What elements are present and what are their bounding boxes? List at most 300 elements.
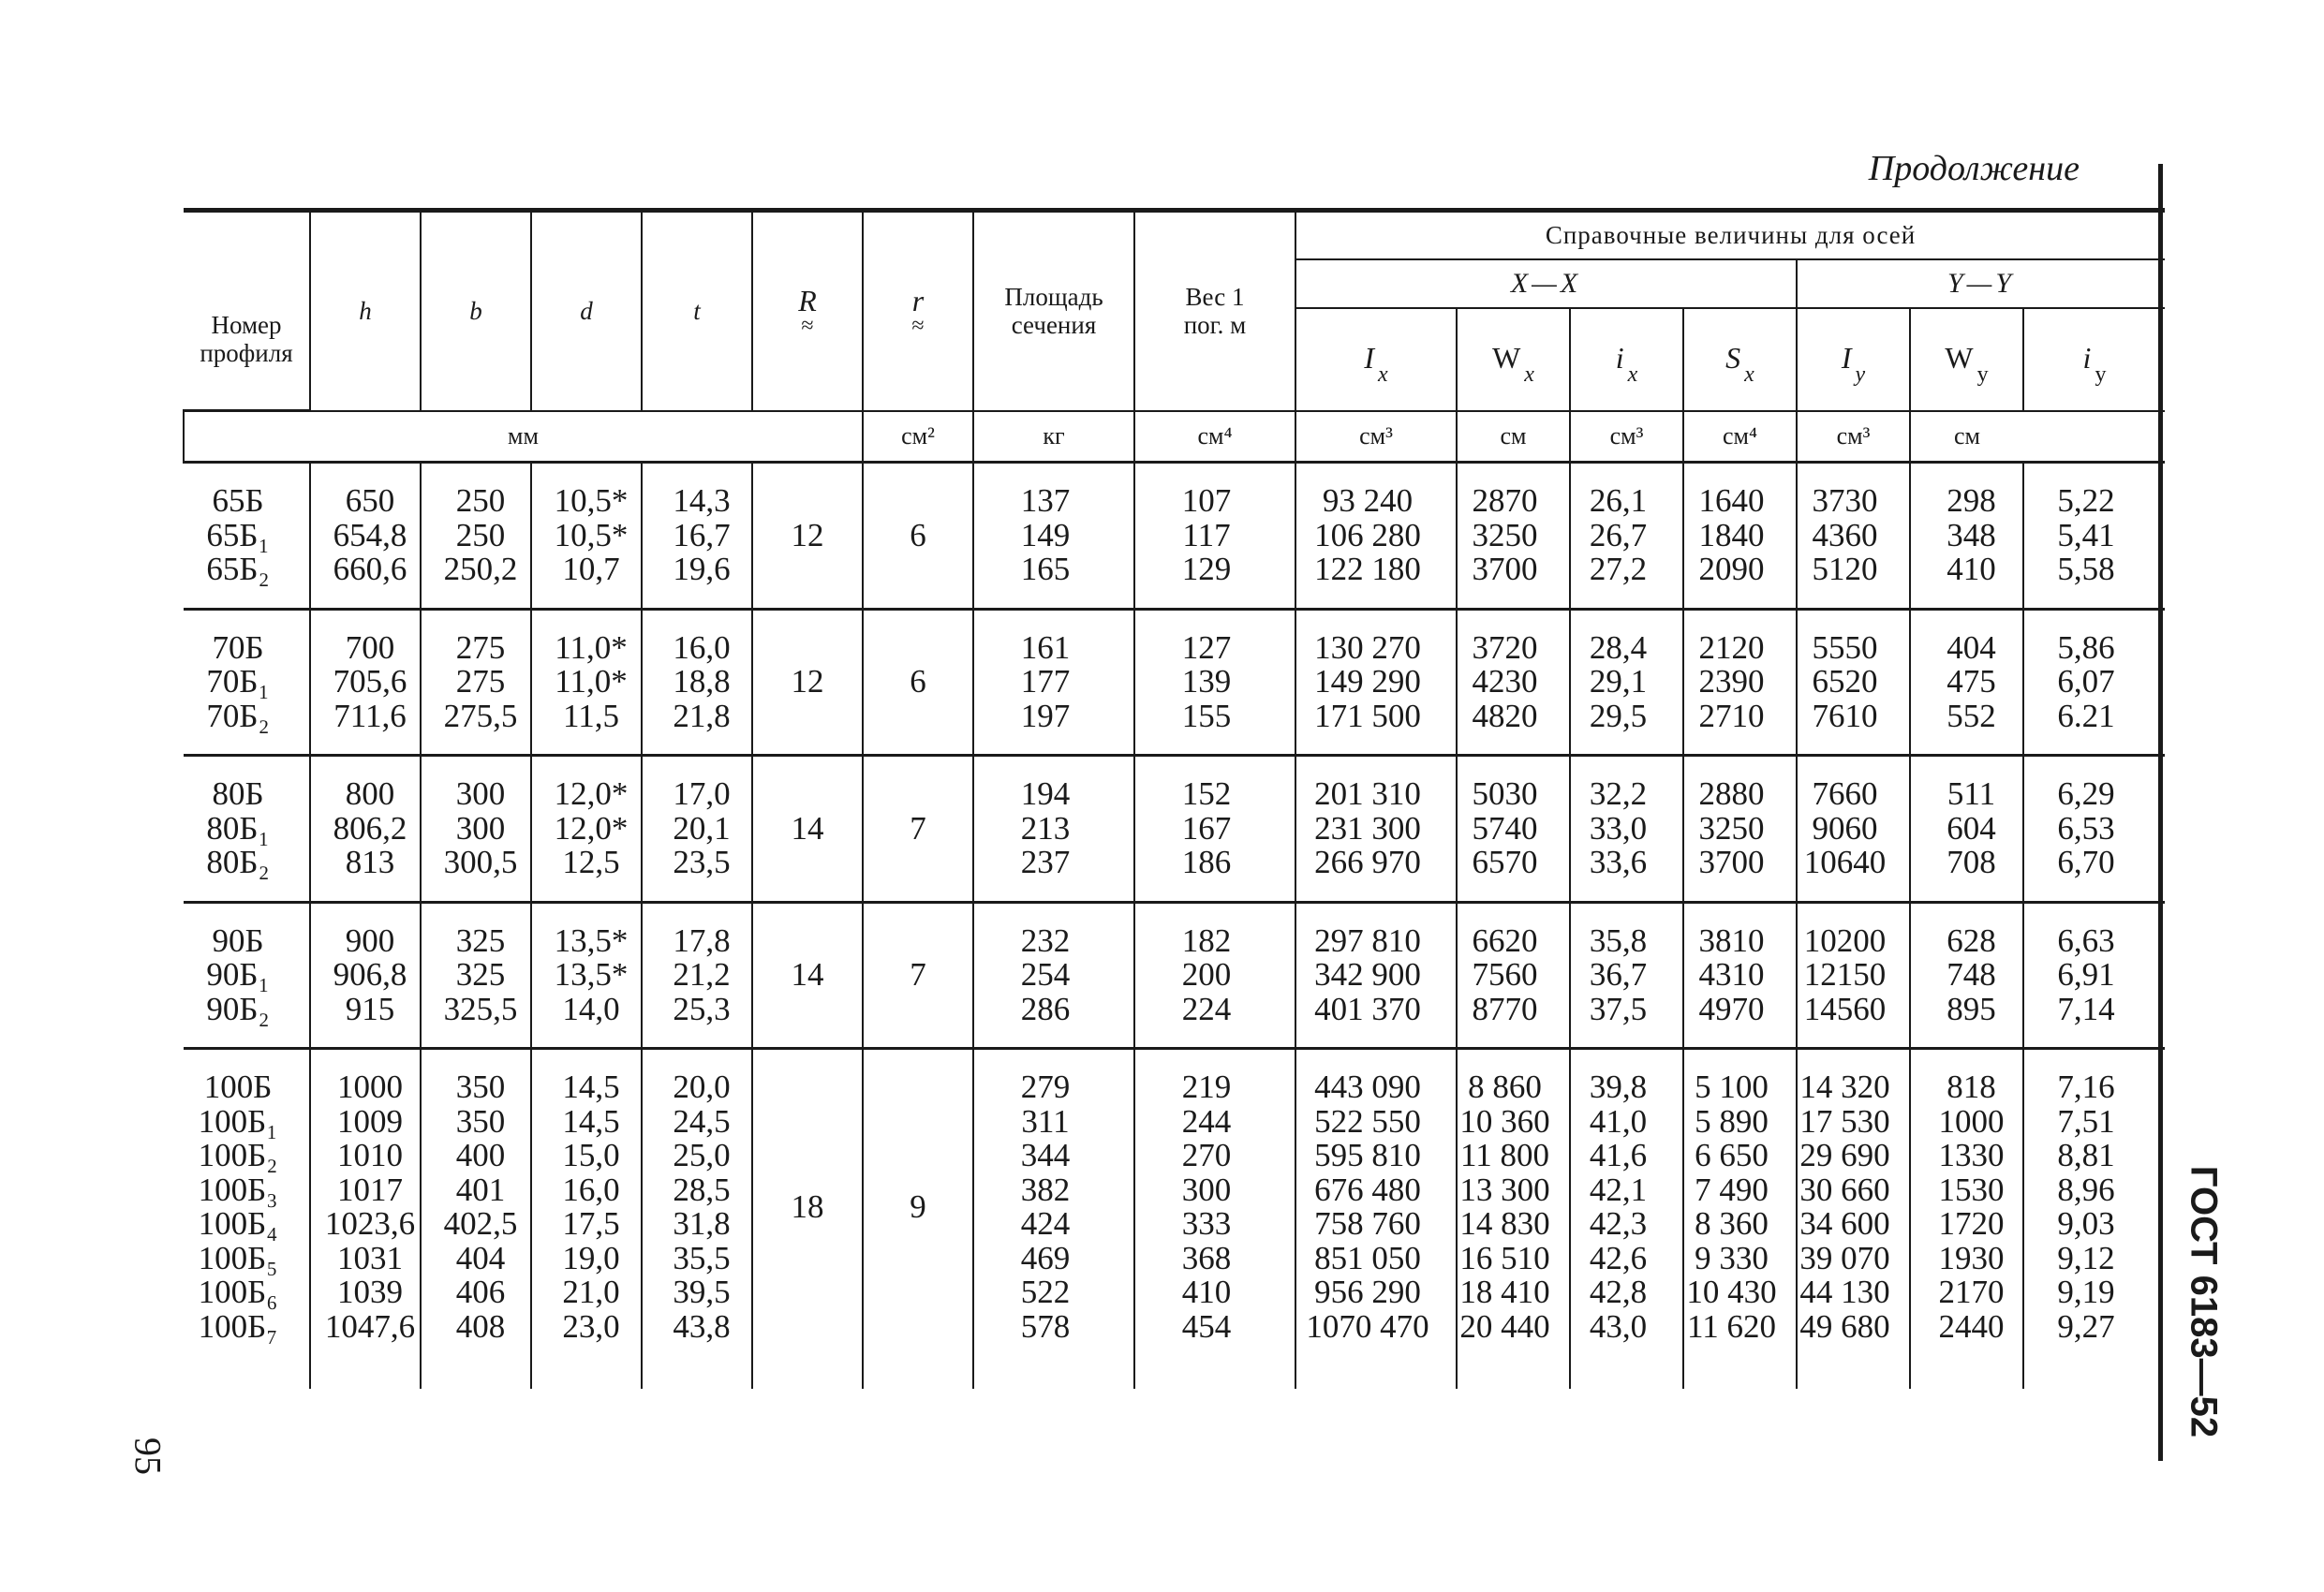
cell-iy-line: 9,12 — [2057, 1239, 2115, 1276]
cell-b-line: 275 — [455, 628, 506, 666]
cell-t — [642, 609, 752, 756]
cell-sx — [1683, 756, 1797, 903]
cell-sx-line: 8 360 — [1695, 1205, 1769, 1242]
cell-ix-line: 39,8 — [1589, 1069, 1648, 1105]
cell-b — [421, 1049, 531, 1390]
cell-wy — [1910, 756, 2023, 903]
header-reference: Справочные величины для осей — [1295, 211, 2165, 259]
cell-ix-line: 401 370 — [1314, 990, 1421, 1027]
cell-t-line: 14,3 — [673, 482, 731, 519]
cell-ix-line: 32,2 — [1589, 775, 1648, 812]
cell-iy — [2023, 756, 2165, 903]
cell-weight-line: 224 — [1181, 990, 1232, 1027]
cell-t — [642, 902, 752, 1049]
cell-iy-line: 14560 — [1803, 990, 1887, 1027]
cell-weight — [1134, 902, 1295, 1049]
cell-wx-line: 4230 — [1472, 663, 1538, 700]
cell-area — [973, 609, 1134, 756]
cell-iy-line: 6,70 — [2057, 844, 2115, 880]
cell-sx-line: 6 650 — [1695, 1137, 1769, 1173]
cell-iy-line: 6,53 — [2057, 809, 2115, 847]
cell-weight-line: 270 — [1181, 1137, 1232, 1173]
cell-ix-line: 37,5 — [1589, 990, 1648, 1027]
cell-area — [973, 1049, 1134, 1390]
cell-wy-line: 2170 — [1938, 1274, 2005, 1310]
cell-ix-line: 42,8 — [1589, 1274, 1648, 1310]
cell-d-line: 13,5* — [554, 921, 629, 959]
cell-iy-line: 17 530 — [1799, 1102, 1890, 1140]
cell-sx-line: 3250 — [1698, 809, 1765, 847]
cell-sx-line: 3700 — [1698, 844, 1765, 880]
cell-b-line: 250 — [455, 482, 506, 519]
cell-r: 9 — [863, 1049, 973, 1390]
cell-d-line: 11,0* — [555, 628, 628, 666]
cell-b — [421, 902, 531, 1049]
cell-wx-line: 4820 — [1472, 697, 1538, 734]
profile-group-row — [184, 463, 2165, 610]
Ix-symbol: I — [1364, 340, 1374, 375]
cell-profile-line: 100Б₁ — [198, 1102, 278, 1140]
cell-b-line: 350 — [455, 1069, 506, 1105]
cell-sx — [1683, 609, 1797, 756]
cell-t-line: 17,8 — [673, 921, 731, 959]
cell-t — [642, 463, 752, 610]
cell-d-line: 17,5 — [562, 1205, 620, 1242]
profile-group-row — [184, 1049, 2165, 1390]
cell-h-line: 1000 — [337, 1069, 403, 1105]
cell-wx-line: 2870 — [1472, 482, 1538, 519]
header-Wx — [1457, 308, 1570, 411]
cell-h-line: 900 — [345, 921, 395, 959]
cell-iy-line: 7610 — [1812, 697, 1878, 734]
ix-symbol: i — [1615, 340, 1624, 375]
unit-area: см² — [863, 411, 973, 463]
cell-wy-line: 348 — [1947, 516, 1996, 553]
continuation-label: Продолжение — [1868, 149, 2080, 188]
cell-profile — [184, 1049, 310, 1390]
cell-iy-line: 14 320 — [1799, 1069, 1890, 1105]
cell-ix-line: 43,0 — [1589, 1307, 1648, 1345]
cell-iy-line: 10640 — [1803, 844, 1887, 880]
cell-wy-line: 895 — [1947, 990, 1996, 1027]
unit-mm: мм — [184, 411, 863, 463]
cell-weight-line: 117 — [1182, 516, 1231, 553]
cell-ix-line: 41,0 — [1589, 1102, 1648, 1140]
cell-h-line: 1023,6 — [324, 1205, 416, 1242]
cell-sx-line: 1840 — [1698, 516, 1765, 553]
cell-iy-line: 9060 — [1812, 809, 1878, 847]
header-axis-x: X—X — [1295, 259, 1797, 308]
cell-b-line: 325,5 — [443, 990, 518, 1027]
cell-profile-line: 80Б — [212, 775, 264, 812]
cell-wy-line: 298 — [1947, 482, 1996, 519]
cell-ix-line: 41,6 — [1589, 1137, 1648, 1173]
cell-d-line: 10,5* — [554, 516, 629, 553]
cell-ix-line: 522 550 — [1314, 1102, 1421, 1140]
header-Sx — [1683, 308, 1797, 411]
cell-wy-line: 1930 — [1938, 1239, 2005, 1276]
cell-sx-line: 3810 — [1698, 921, 1765, 959]
cell-b-line: 275,5 — [443, 697, 518, 734]
cell-sx-line: 5 890 — [1695, 1102, 1769, 1140]
header-Wy — [1910, 308, 2023, 411]
cell-b-line: 300 — [455, 775, 506, 812]
cell-profile-line: 70Б — [212, 628, 264, 666]
cell-ix-line: 851 050 — [1314, 1239, 1421, 1276]
cell-h-line: 1047,6 — [324, 1307, 416, 1345]
cell-profile-line: 65Б₂ — [206, 551, 270, 587]
cell-b-line: 275 — [455, 663, 506, 700]
table-body — [184, 463, 2165, 1390]
cell-wy — [1910, 463, 2023, 610]
cell-sx-line: 2880 — [1698, 775, 1765, 812]
cell-iy-line: 44 130 — [1799, 1274, 1890, 1310]
cell-d-line: 15,0 — [562, 1137, 620, 1173]
cell-iy-line: 6,63 — [2057, 921, 2115, 959]
cell-ix-line: 33,6 — [1589, 844, 1648, 880]
header-axis-y: Y—Y — [1797, 259, 2165, 308]
cell-r: 6 — [863, 463, 973, 610]
cell-iy-line: 7,51 — [2057, 1102, 2115, 1140]
cell-t-line: 20,1 — [673, 809, 731, 847]
cell-iy-line: 6,07 — [2057, 663, 2115, 700]
cell-iy — [1797, 1049, 1910, 1390]
cell-iy — [2023, 902, 2165, 1049]
cell-h-line: 1039 — [337, 1274, 403, 1310]
unit-Wx: см³ — [1295, 411, 1457, 463]
cell-area-line: 165 — [1020, 551, 1071, 587]
cell-iy-line: 12150 — [1803, 956, 1887, 993]
cell-wx-line: 6620 — [1472, 921, 1538, 959]
cell-b-line: 408 — [455, 1307, 506, 1345]
cell-iy-line: 7,14 — [2057, 990, 2115, 1027]
cell-area-line: 279 — [1020, 1069, 1071, 1105]
cell-weight — [1134, 609, 1295, 756]
cell-ix-line: 443 090 — [1314, 1069, 1421, 1105]
profile-group-row — [184, 902, 2165, 1049]
cell-area-line: 286 — [1020, 990, 1071, 1027]
cell-iy-line: 5,22 — [2057, 482, 2115, 519]
cell-d-line: 23,0 — [562, 1307, 620, 1345]
header-iy — [2023, 308, 2165, 411]
cell-wx-line: 16 510 — [1459, 1239, 1550, 1276]
cell-ix-line: 33,0 — [1589, 809, 1648, 847]
cell-ix-line: 26,1 — [1589, 482, 1648, 519]
Wy-symbol: W — [1945, 340, 1974, 375]
cell-t-line: 17,0 — [673, 775, 731, 812]
cell-d-line: 11,0* — [555, 663, 628, 700]
cell-sx-line: 2120 — [1698, 628, 1765, 666]
cell-sx — [1683, 463, 1797, 610]
cell-weight-line: 333 — [1181, 1205, 1232, 1242]
Iy-symbol: I — [1841, 340, 1852, 375]
cell-wx-line: 6570 — [1472, 844, 1538, 880]
cell-ix-line: 35,8 — [1589, 921, 1648, 959]
cell-ix-line: 676 480 — [1314, 1171, 1421, 1208]
cell-wy-line: 410 — [1947, 551, 1996, 587]
cell-wy-line: 1000 — [1938, 1102, 2005, 1140]
cell-h — [310, 1049, 421, 1390]
cell-wx-line: 7560 — [1472, 956, 1538, 993]
cell-ix-line: 36,7 — [1589, 956, 1648, 993]
cell-ix — [1295, 902, 1457, 1049]
cell-profile-line: 80Б₂ — [206, 844, 270, 880]
unit-Ix: см⁴ — [1134, 411, 1295, 463]
cell-h-line: 705,6 — [333, 663, 407, 700]
cell-weight-line: 219 — [1181, 1069, 1232, 1105]
cell-area-line: 522 — [1020, 1274, 1071, 1310]
cell-iy-line: 9,03 — [2057, 1205, 2115, 1242]
cell-b-line: 325 — [455, 956, 506, 993]
cell-area-line: 232 — [1020, 921, 1071, 959]
cell-wx-line: 18 410 — [1459, 1274, 1550, 1310]
cell-ix-line: 297 810 — [1314, 921, 1421, 959]
cell-t-line: 28,5 — [673, 1171, 731, 1208]
cell-t-line: 43,8 — [673, 1307, 731, 1345]
cell-area-line: 424 — [1020, 1205, 1071, 1242]
cell-ix — [1570, 902, 1683, 1049]
cell-sx — [1683, 902, 1797, 1049]
cell-weight-line: 182 — [1181, 921, 1232, 959]
cell-d-line: 19,0 — [562, 1239, 620, 1276]
standard-label: ГОСТ 6183—52 — [2183, 1165, 2225, 1438]
cell-weight-line: 139 — [1181, 663, 1232, 700]
cell-t-line: 21,8 — [673, 697, 731, 734]
cell-d — [531, 902, 642, 1049]
cell-weight-line: 454 — [1181, 1307, 1232, 1345]
cell-iy — [1797, 902, 1910, 1049]
cell-profile-line: 100Б₂ — [198, 1137, 278, 1173]
cell-t-line: 24,5 — [673, 1102, 731, 1140]
cell-t — [642, 1049, 752, 1390]
cell-iy-line: 39 070 — [1799, 1239, 1890, 1276]
cell-ix-line: 201 310 — [1314, 775, 1421, 812]
header-R-approx: ≈ — [801, 314, 814, 339]
cell-area-line: 149 — [1020, 516, 1071, 553]
cell-h-line: 700 — [345, 628, 395, 666]
cell-t-line: 19,6 — [673, 551, 731, 587]
cell-iy-line: 30 660 — [1799, 1171, 1890, 1208]
cell-ix-line: 595 810 — [1314, 1137, 1421, 1173]
cell-wy-line: 511 — [1947, 775, 1996, 812]
cell-area-line: 137 — [1020, 482, 1071, 519]
cell-iy-line: 3730 — [1812, 482, 1878, 519]
cell-sx-line: 10 430 — [1686, 1274, 1777, 1310]
cell-t-line: 25,3 — [673, 990, 731, 1027]
cell-iy — [2023, 1049, 2165, 1390]
header-d: d — [531, 211, 642, 411]
cell-ix-line: 266 970 — [1314, 844, 1421, 880]
cell-profile — [184, 609, 310, 756]
cell-profile-line: 65Б — [212, 482, 264, 519]
cell-h-line: 915 — [345, 990, 395, 1027]
cell-sx-line: 2710 — [1698, 697, 1765, 734]
cell-ix — [1570, 609, 1683, 756]
header-ix — [1570, 308, 1683, 411]
cell-ix — [1570, 756, 1683, 903]
cell-wx — [1457, 463, 1570, 610]
header-weight: Вес 1 пог. м — [1134, 211, 1295, 411]
cell-ix-line: 42,1 — [1589, 1171, 1648, 1208]
cell-ix-line: 231 300 — [1314, 809, 1421, 847]
cell-weight-line: 200 — [1181, 956, 1232, 993]
cell-profile — [184, 756, 310, 903]
cell-profile-line: 100Б — [203, 1069, 273, 1105]
cell-iy-line: 49 680 — [1799, 1307, 1890, 1345]
cell-wy-line: 628 — [1947, 921, 1996, 959]
cell-b-line: 250,2 — [443, 551, 518, 587]
cell-area — [973, 902, 1134, 1049]
cell-area-line: 177 — [1020, 663, 1071, 700]
cell-d-line: 13,5* — [554, 956, 629, 993]
cell-d-line: 12,5 — [562, 844, 620, 880]
cell-r: 12 — [752, 609, 863, 756]
cell-wx-line: 5030 — [1472, 775, 1538, 812]
cell-ix-line: 42,3 — [1589, 1205, 1648, 1242]
cell-t-line: 31,8 — [673, 1205, 731, 1242]
cell-wy-line: 604 — [1947, 809, 1996, 847]
cell-h — [310, 756, 421, 903]
unit-weight: кг — [973, 411, 1134, 463]
cell-h-line: 1017 — [337, 1171, 403, 1208]
cell-profile-line: 100Б₃ — [198, 1171, 278, 1208]
cell-weight-line: 410 — [1181, 1274, 1232, 1310]
cell-h-line: 1010 — [337, 1137, 403, 1173]
cell-r: 7 — [863, 756, 973, 903]
cell-t-line: 20,0 — [673, 1069, 731, 1105]
cell-d-line: 12,0* — [554, 775, 629, 812]
cell-profile-line: 100Б₅ — [198, 1239, 278, 1276]
header-R-symbol: R — [798, 284, 817, 318]
cell-iy-line: 29 690 — [1799, 1137, 1890, 1173]
cell-r: 14 — [752, 902, 863, 1049]
cell-wy-line: 1530 — [1938, 1171, 2005, 1208]
cell-h-line: 813 — [345, 844, 395, 880]
cell-iy-line: 10200 — [1803, 921, 1887, 959]
cell-r: 6 — [863, 609, 973, 756]
cell-sx-line: 4970 — [1698, 990, 1765, 1027]
cell-b-line: 401 — [455, 1171, 506, 1208]
cell-t-line: 18,8 — [673, 663, 731, 700]
cell-weight-line: 152 — [1181, 775, 1232, 812]
cell-b-line: 406 — [455, 1274, 506, 1310]
iy-subscript: y — [2095, 361, 2107, 387]
cell-iy — [2023, 609, 2165, 756]
cell-wy-line: 552 — [1947, 697, 1996, 734]
cell-ix-line: 130 270 — [1314, 628, 1421, 666]
cell-wx-line: 11 800 — [1460, 1137, 1549, 1173]
cell-profile — [184, 902, 310, 1049]
Wx-subscript: x — [1524, 361, 1534, 387]
cell-ix-line: 27,2 — [1589, 551, 1648, 587]
profile-group-row — [184, 756, 2165, 903]
cell-sx-line: 5 100 — [1695, 1069, 1769, 1105]
cell-area-line: 578 — [1020, 1307, 1071, 1345]
cell-ix — [1295, 609, 1457, 756]
cell-wy-line: 404 — [1947, 628, 1996, 666]
cell-r: 7 — [863, 902, 973, 1049]
cell-t-line: 39,5 — [673, 1274, 731, 1310]
Ix-subscript: x — [1378, 361, 1388, 387]
cell-iy-line: 6520 — [1812, 663, 1878, 700]
cell-wx-line: 3700 — [1472, 551, 1538, 587]
cell-iy — [1797, 609, 1910, 756]
cell-h-line: 800 — [345, 775, 395, 812]
cell-wy — [1910, 609, 2023, 756]
cell-ix-line: 93 240 — [1322, 482, 1414, 519]
cell-profile-line: 100Б₇ — [198, 1307, 278, 1345]
cell-ix-line: 42,6 — [1589, 1239, 1648, 1276]
unit-Iy: см⁴ — [1683, 411, 1797, 463]
cell-iy-line: 8,96 — [2057, 1171, 2115, 1208]
cell-weight-line: 107 — [1181, 482, 1232, 519]
cell-r: 14 — [752, 756, 863, 903]
cell-wy-line: 1330 — [1938, 1137, 2005, 1173]
cell-ix-line: 1070 470 — [1306, 1307, 1429, 1345]
cell-wx — [1457, 756, 1570, 903]
cell-ix — [1295, 463, 1457, 610]
cell-wx-line: 8770 — [1472, 990, 1538, 1027]
cell-profile-line: 65Б₁ — [206, 516, 270, 553]
cell-area-line: 344 — [1020, 1137, 1071, 1173]
cell-weight-line: 127 — [1181, 628, 1232, 666]
cell-h — [310, 609, 421, 756]
cell-sx-line: 1640 — [1698, 482, 1765, 519]
cell-wy-line: 748 — [1947, 956, 1996, 993]
cell-wy-line: 475 — [1947, 663, 1996, 700]
header-b: b — [421, 211, 531, 411]
cell-iy-line: 5,86 — [2057, 628, 2115, 666]
cell-h-line: 906,8 — [333, 956, 407, 993]
Sx-symbol: S — [1725, 340, 1741, 375]
cell-area-line: 382 — [1020, 1171, 1071, 1208]
cell-ix — [1570, 1049, 1683, 1390]
cell-wx-line: 3250 — [1472, 516, 1538, 553]
cell-wx-line: 20 440 — [1459, 1307, 1550, 1345]
cell-d — [531, 756, 642, 903]
cell-iy-line: 6,91 — [2057, 956, 2115, 993]
cell-iy — [2023, 463, 2165, 610]
cell-d-line: 10,5* — [554, 482, 629, 519]
cell-profile-line: 80Б₁ — [206, 809, 270, 847]
cell-wx-line: 3720 — [1472, 628, 1538, 666]
cell-t-line: 23,5 — [673, 844, 731, 880]
header-h: h — [310, 211, 421, 411]
cell-wy-line: 2440 — [1938, 1307, 2005, 1345]
cell-area-line: 237 — [1020, 844, 1071, 880]
cell-sx-line: 4310 — [1698, 956, 1765, 993]
cell-d-line: 16,0 — [562, 1171, 620, 1208]
cell-ix-line: 122 180 — [1314, 551, 1421, 587]
cell-h-line: 650 — [345, 482, 395, 519]
cell-wy — [1910, 902, 2023, 1049]
cell-b — [421, 609, 531, 756]
cell-h-line: 1009 — [337, 1102, 403, 1140]
cell-d-line: 11,5 — [563, 697, 619, 734]
cell-wy-line: 1720 — [1938, 1205, 2005, 1242]
cell-b-line: 300,5 — [443, 844, 518, 880]
cell-area-line: 213 — [1020, 809, 1071, 847]
cell-weight-line: 244 — [1181, 1102, 1232, 1140]
cell-b — [421, 756, 531, 903]
ix-subscript: x — [1627, 361, 1638, 387]
cell-sx-line: 7 490 — [1695, 1171, 1769, 1208]
cell-b-line: 300 — [455, 809, 506, 847]
cell-profile-line: 70Б₂ — [206, 697, 270, 734]
cell-iy — [1797, 463, 1910, 610]
cell-area-line: 197 — [1020, 697, 1071, 734]
cell-b-line: 404 — [455, 1239, 506, 1276]
